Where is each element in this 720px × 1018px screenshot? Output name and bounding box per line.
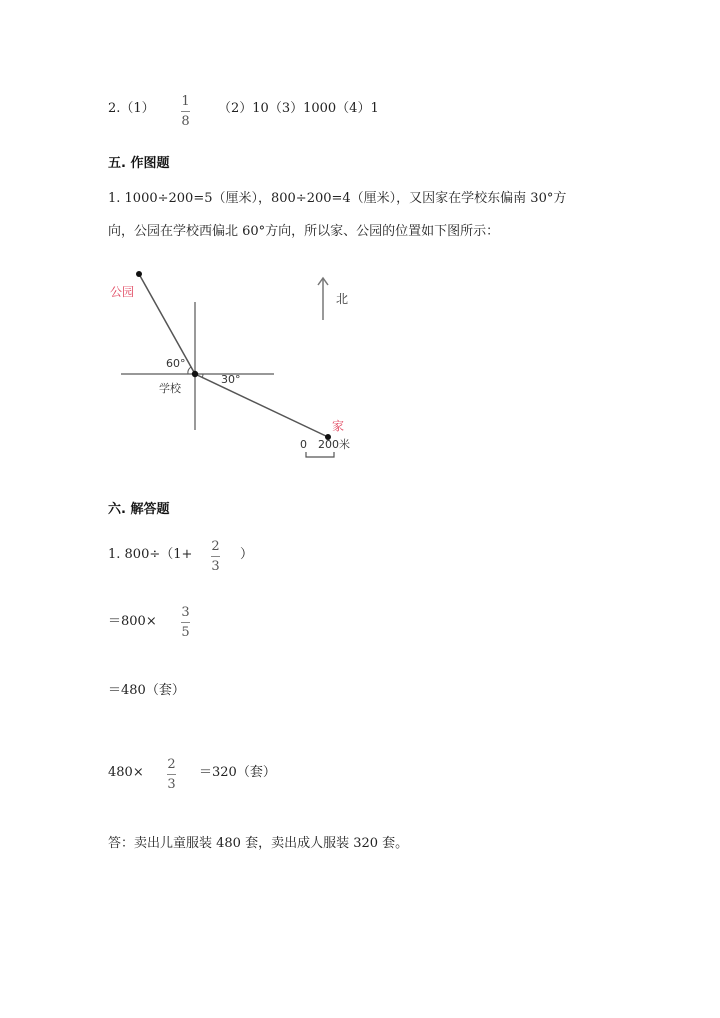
angle-label-30: 30°: [221, 373, 241, 386]
fraction-2-3-b: [167, 758, 176, 792]
fraction-bar: [211, 556, 220, 557]
school-label: 学校: [159, 382, 181, 395]
section5-explanation-line1: 1. 1000÷200=5（厘米），800÷200=4（厘米），又因家在学校东偏南 30°方: [108, 191, 567, 206]
park-label: 公园: [110, 285, 135, 299]
step4-suffix: ＝320（套）: [199, 765, 276, 780]
fraction-denominator: 8: [181, 114, 190, 129]
section-title-drawing: 五. 作图题: [108, 156, 170, 171]
section-title-solution: 六. 解答题: [108, 502, 170, 517]
north-label: 北: [336, 292, 349, 306]
home-label: 家: [332, 419, 345, 433]
fraction-numerator: 2: [211, 539, 220, 554]
fraction-numerator: 2: [167, 757, 176, 772]
step1-suffix: ）: [240, 547, 254, 562]
angle-arc-60: [188, 367, 191, 374]
scale-value-label: 200米: [318, 438, 350, 451]
fraction-3-5: [181, 606, 190, 640]
scale-bar: [306, 452, 334, 457]
step1-prefix: 1. 800÷（1+: [108, 547, 193, 562]
fraction-bar: [167, 774, 176, 775]
answer-q4-2-suffix: （2）10（3）1000（4）1: [218, 101, 379, 116]
section5-explanation-line2: 向，公园在学校西偏北 60°方向，所以家、公园的位置如下图所示：: [108, 224, 500, 239]
fraction-numerator: 3: [181, 605, 190, 620]
fraction-denominator: 3: [211, 559, 220, 574]
scale-zero-label: 0: [300, 438, 307, 451]
fraction-denominator: 5: [181, 625, 190, 640]
step3-result: ＝480（套）: [108, 683, 185, 698]
angle-label-60: 60°: [166, 357, 186, 370]
home-line: [195, 374, 328, 437]
final-answer: 答：卖出儿童服装 480 套，卖出成人服装 320 套。: [108, 836, 409, 851]
step4-prefix: 480×: [108, 765, 144, 780]
fraction-denominator: 3: [167, 777, 176, 792]
fraction-numerator: 1: [181, 94, 190, 109]
fraction-2-3: [211, 540, 220, 574]
fraction-bar: [181, 622, 190, 623]
answer-q4-2-prefix: 2.（1）: [108, 101, 155, 116]
park-dot: [136, 271, 142, 277]
step2-prefix: ＝800×: [108, 614, 157, 629]
school-dot: [192, 371, 198, 377]
